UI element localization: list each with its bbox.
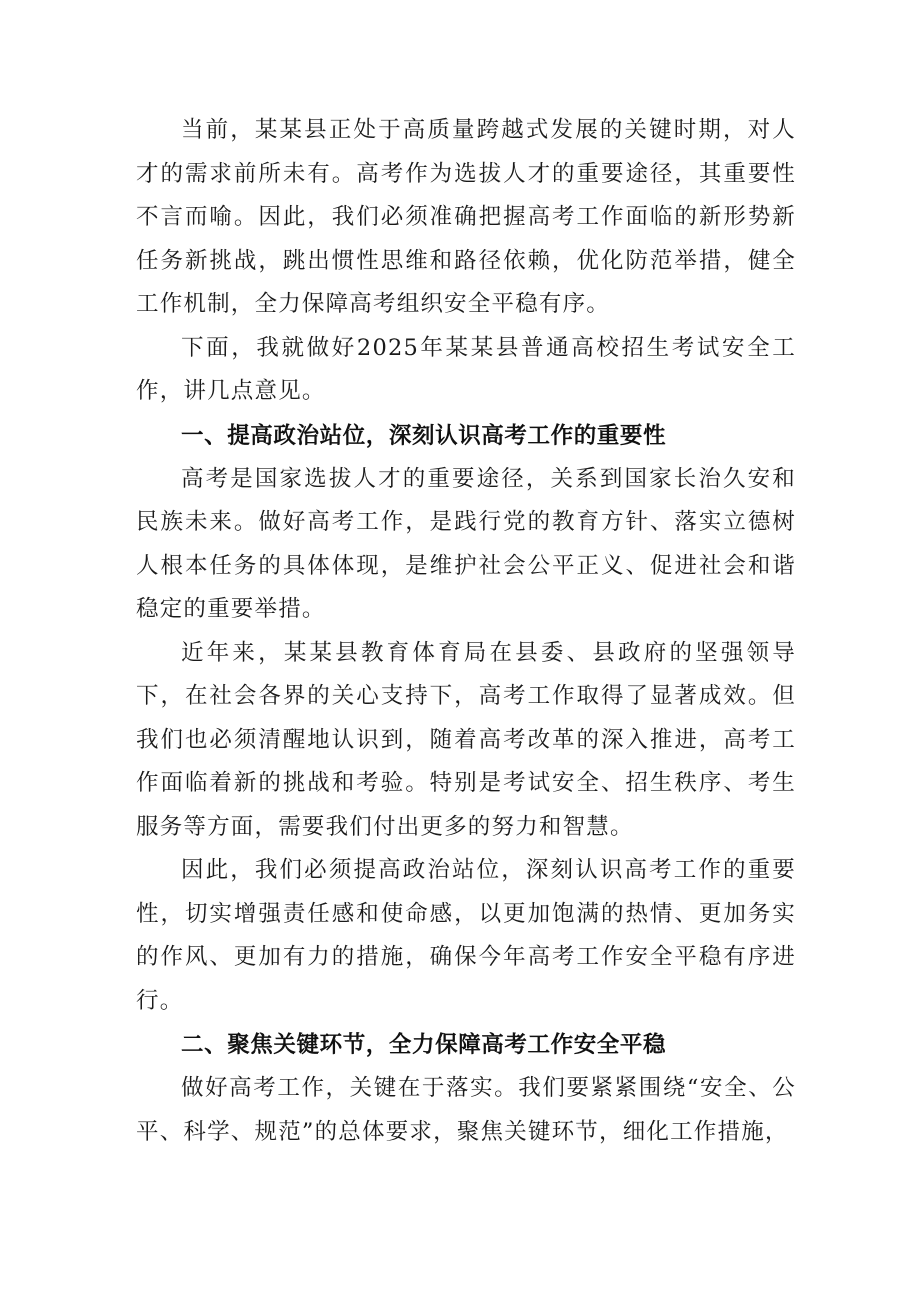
document-body	[136, 109, 796, 1154]
paragraph-section1-importance: 高考是国家选拔人才的重要途径，关系到国家长治久安和民族未来。做好高考工作，是践行党的教育方针、落实立德树人根本任务的具体体现，是维护社会公平正义、促进社会和谐稳定的重要举措。	[136, 465, 796, 622]
section-heading-1: 一、提高政治站位，深刻认识高考工作的重要性	[181, 422, 667, 449]
section-heading-2: 二、聚焦关键环节，全力保障高考工作安全平稳	[181, 1032, 667, 1058]
paragraph-section2-intro: 做好高考工作，关键在于落实。我们要紧紧围绕“安全、公平、科学、规范”的总体要求，聚焦关键环节，细化工作措施，	[136, 1075, 796, 1145]
paragraph-section1-conclusion: 因此，我们必须提高政治站位，深刻认识高考工作的重要性，切实增强责任感和使命感，以更加饱满的热情、更加务实的作风、更加有力的措施，确保今年高考工作安全平稳有序进行。	[136, 857, 796, 1014]
paragraph-opening-remarks: 下面，我就做好2025年某某县普通高校招生考试安全工作，讲几点意见。	[136, 334, 796, 404]
paragraph-intro: 当前，某某县正处于高质量跨越式发展的关键时期，对人才的需求前所未有。高考作为选拔人才的重要途径，其重要性不言而喻。因此，我们必须准确把握高考工作面临的新形势新任务新挑战，跳出惯性思维和路径依赖，优化防范举措，健全工作机制，全力保障高考组织安全平稳有序。	[136, 117, 796, 317]
paragraph-section1-achievements: 近年来，某某县教育体育局在县委、县政府的坚强领导下，在社会各界的关心支持下，高考工作取得了显著成效。但我们也必须清醒地认识到，随着高考改革的深入推进，高考工作面临着新的挑战和考验。特别是考试安全、招生秩序、考生服务等方面，需要我们付出更多的努力和智慧。	[136, 639, 796, 840]
